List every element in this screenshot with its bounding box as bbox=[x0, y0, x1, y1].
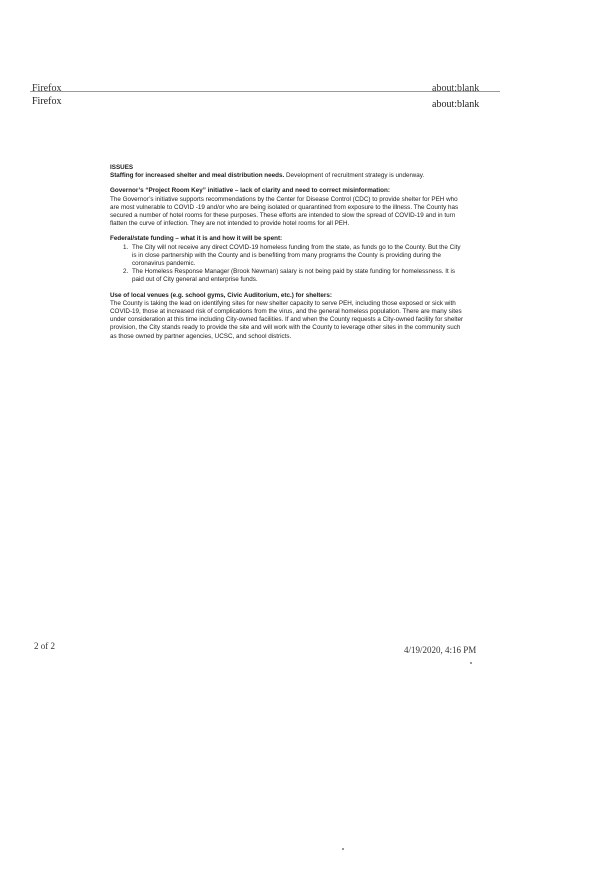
section-local-venues bbox=[110, 292, 465, 341]
header-rule bbox=[30, 91, 500, 92]
section-staffing bbox=[110, 172, 465, 180]
scan-speck bbox=[342, 848, 344, 850]
header-cut-text-left: Firefox bbox=[32, 83, 62, 94]
list-item: 1. The City will not receive any direct COVID-19 homeless funding from the state, as funds go to the County. But the City is in close partnership with the County and is benefiting from many programs the County is providing during the coronavirus pandemic. bbox=[130, 244, 465, 269]
funding-title: Federal/state funding – what it is and how it will be spent: bbox=[110, 235, 283, 243]
project-room-key-title: Governor’s “Project Room Key” initiative – lack of clarity and need to correct misinformation: bbox=[110, 187, 390, 195]
funding-list bbox=[110, 244, 465, 285]
print-timestamp: 4/19/2020, 4:16 PM bbox=[404, 645, 477, 655]
page-url: about:blank bbox=[432, 99, 480, 110]
local-venues-title: Use of local venues (e.g. school gyms, Civic Auditorium, etc.) for shelters: bbox=[110, 291, 332, 299]
section-project-room-key bbox=[110, 187, 465, 228]
local-venues-body: The County is taking the lead on identifying sites for new shelter capacity to serve PEH, including those exposed or sick with COVID-19, those at increased risk of complications from the virus, and the general homeless population. There are many sites under consideration at this time including City-owned facilities. If and when the County requests a City-owned facility for shelter provision, the City stands ready to provide the site and will work with the County to leverage other sites in the community such as those owned by partner agencies, UCSC, and school districts. bbox=[110, 299, 464, 340]
page-number: 2 of 2 bbox=[34, 641, 55, 651]
issues-heading: ISSUES bbox=[110, 164, 134, 171]
section-funding bbox=[110, 235, 465, 284]
staffing-title: Staffing for increased shelter and meal distribution needs. bbox=[110, 172, 285, 180]
header-cut-text-right: about:blank bbox=[432, 83, 480, 94]
list-item: 2. The Homeless Response Manager (Brook Newman) salary is not being paid by state funding for homelessness. It is paid out of City general and enterprise funds. bbox=[130, 268, 465, 284]
document-body bbox=[110, 164, 465, 341]
scan-speck bbox=[470, 662, 472, 664]
browser-name: Firefox bbox=[32, 96, 62, 107]
staffing-text: Development of recruitment strategy is underway. bbox=[284, 172, 425, 180]
project-room-key-body: The Governor’s initiative supports recommendations by the Center for Disease Control (CDC) to provide shelter for PEH who are most vulnerable to COVID -19 and/or who are being isolated or quarantined from exposure to the illness. The County has secured a number of hotel rooms for these purposes. These efforts are intended to slow the spread of COVID-19 and in turn flatten the curve of infection. They are not intended to provide hotel rooms for all PEH. bbox=[110, 195, 459, 228]
